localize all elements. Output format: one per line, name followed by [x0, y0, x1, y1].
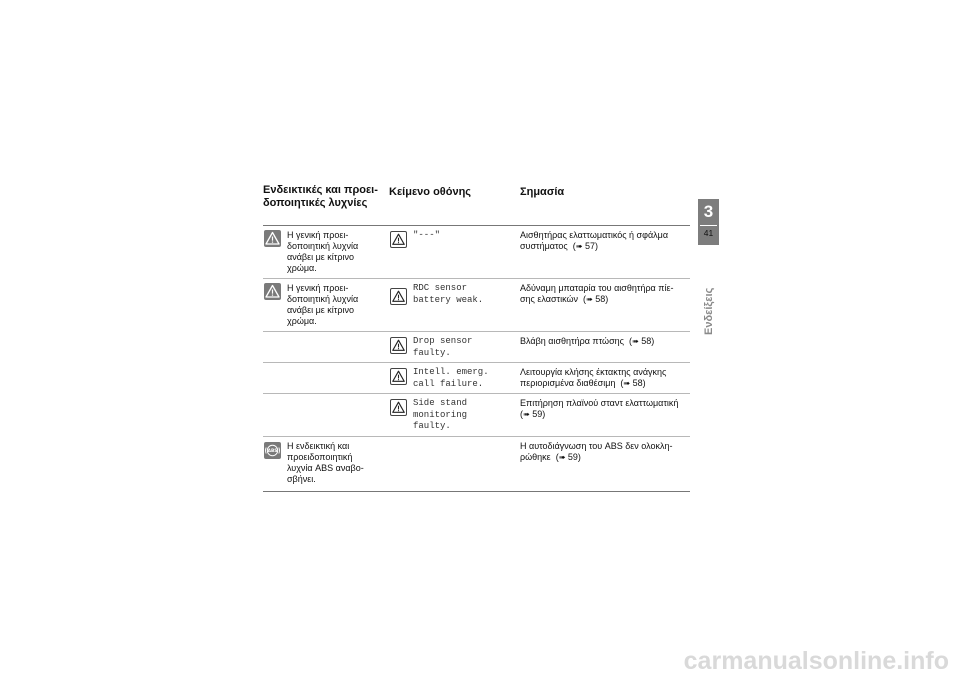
watermark: carmanualsonline.info: [683, 647, 949, 675]
table-row: [263, 226, 690, 279]
warning-triangle-icon: [390, 368, 407, 385]
page-ref-number: 58: [595, 294, 606, 304]
display-text: "---": [413, 230, 441, 240]
table-row: [263, 437, 690, 492]
lamp-cell: [263, 226, 389, 278]
abs-icon-lettering: ABS: [267, 448, 278, 454]
warning-triangle-icon: [390, 399, 407, 416]
meaning-text: Βλάβη αισθητήρα πτώσης: [520, 336, 624, 346]
warning-triangle-icon: [390, 231, 407, 248]
page-reference: (➠ 58): [617, 378, 646, 388]
meaning-cell: [520, 332, 690, 362]
arrow-right-icon: ➠: [558, 452, 566, 462]
table-header: [263, 183, 690, 226]
display-cell-empty: [389, 437, 520, 491]
display-text: RDC sensor battery weak.: [413, 283, 484, 305]
page-reference: (➠ 59): [520, 409, 546, 419]
display-cell: [389, 363, 520, 393]
meaning-cell: [520, 394, 690, 436]
header-meaning: Σημασία: [520, 186, 565, 198]
page-reference: (➠ 57): [570, 241, 599, 251]
page-ref-number: 59: [567, 451, 578, 462]
meaning-text: Επιτήρηση πλαϊνού σταντ ελαττωματική: [520, 398, 679, 408]
page-number: 41: [703, 228, 714, 238]
lamp-cell: [263, 279, 389, 331]
header-display-text: Κείμενο οθόνης: [389, 186, 472, 198]
meaning-cell: [520, 279, 690, 331]
page-reference: (➠ 59): [553, 451, 581, 462]
page-ref-number: 58: [632, 378, 643, 388]
meaning-text: Λειτουργία κλήσης έκτακτης ανάγκης περιορισμένα διαθέσιμη: [520, 367, 667, 388]
arrow-right-icon: ➠: [631, 337, 639, 346]
display-text: Side stand monitoring faulty.: [413, 398, 468, 431]
page-ref-number: 57: [585, 241, 596, 251]
display-cell: [389, 332, 520, 362]
meaning-cell: [520, 363, 690, 393]
tab-divider: [700, 225, 717, 226]
arrow-right-icon: ➠: [623, 379, 631, 388]
display-text: Drop sensor faulty.: [413, 336, 473, 358]
warning-triangle-icon: [264, 283, 281, 300]
page-reference: (➠ 58): [580, 294, 609, 304]
page-ref-number: 59: [532, 409, 543, 419]
indicator-table: [263, 183, 690, 492]
meaning-text: Η αυτοδιάγνωση του ABS δεν ολοκλη- ρώθηκε: [520, 440, 673, 462]
arrow-right-icon: ➠: [523, 410, 530, 419]
table-row: [263, 332, 690, 363]
warning-triangle-icon: [390, 337, 407, 354]
arrow-right-icon: ➠: [586, 295, 593, 304]
meaning-text: Αισθητήρας ελαττωματικός ή σφάλμα συστήματος: [520, 230, 669, 251]
header-lamps: [263, 183, 389, 225]
table-row: [263, 394, 690, 437]
display-text: Intell. emerg. call failure.: [413, 367, 489, 389]
warning-triangle-icon: [264, 230, 281, 247]
meaning-cell: [520, 437, 690, 491]
meaning-cell: [520, 226, 690, 278]
header-lamps-text: Ενδεικτικές και προει- δοποιητικές λυχνίες: [263, 184, 378, 209]
lamp-cell: [263, 437, 389, 491]
lamp-cell-empty: [263, 394, 389, 436]
lamp-cell-empty: [263, 363, 389, 393]
arrow-right-icon: ➠: [575, 242, 583, 251]
warning-triangle-icon: [390, 288, 407, 305]
section-title: Ενδείξεις: [703, 287, 715, 335]
lamp-text: Η γενική προει- δοποιητική λυχνία ανάβει με κίτρινο χρώμα.: [287, 283, 359, 326]
chapter-number: 3: [703, 202, 714, 221]
page-reference: (➠ 58): [626, 336, 655, 346]
display-cell: [389, 279, 520, 331]
page-ref-number: 58: [641, 336, 652, 346]
meaning-text: Αδύναμη μπαταρία του αισθητήρα πίε- σης ελαστικών: [520, 283, 674, 304]
lamp-cell-empty: [263, 332, 389, 362]
display-cell: [389, 394, 520, 436]
lamp-text: Η γενική προει- δοποιητική λυχνία ανάβει με κίτρινο χρώμα.: [287, 230, 359, 273]
table-row: [263, 279, 690, 332]
table-row: [263, 363, 690, 394]
abs-icon: [264, 442, 281, 459]
lamp-text: Η ενδεικτική και προειδοποιητική λυχνία ABS αναβο- σβήνει.: [287, 440, 364, 484]
display-cell: [389, 226, 520, 278]
